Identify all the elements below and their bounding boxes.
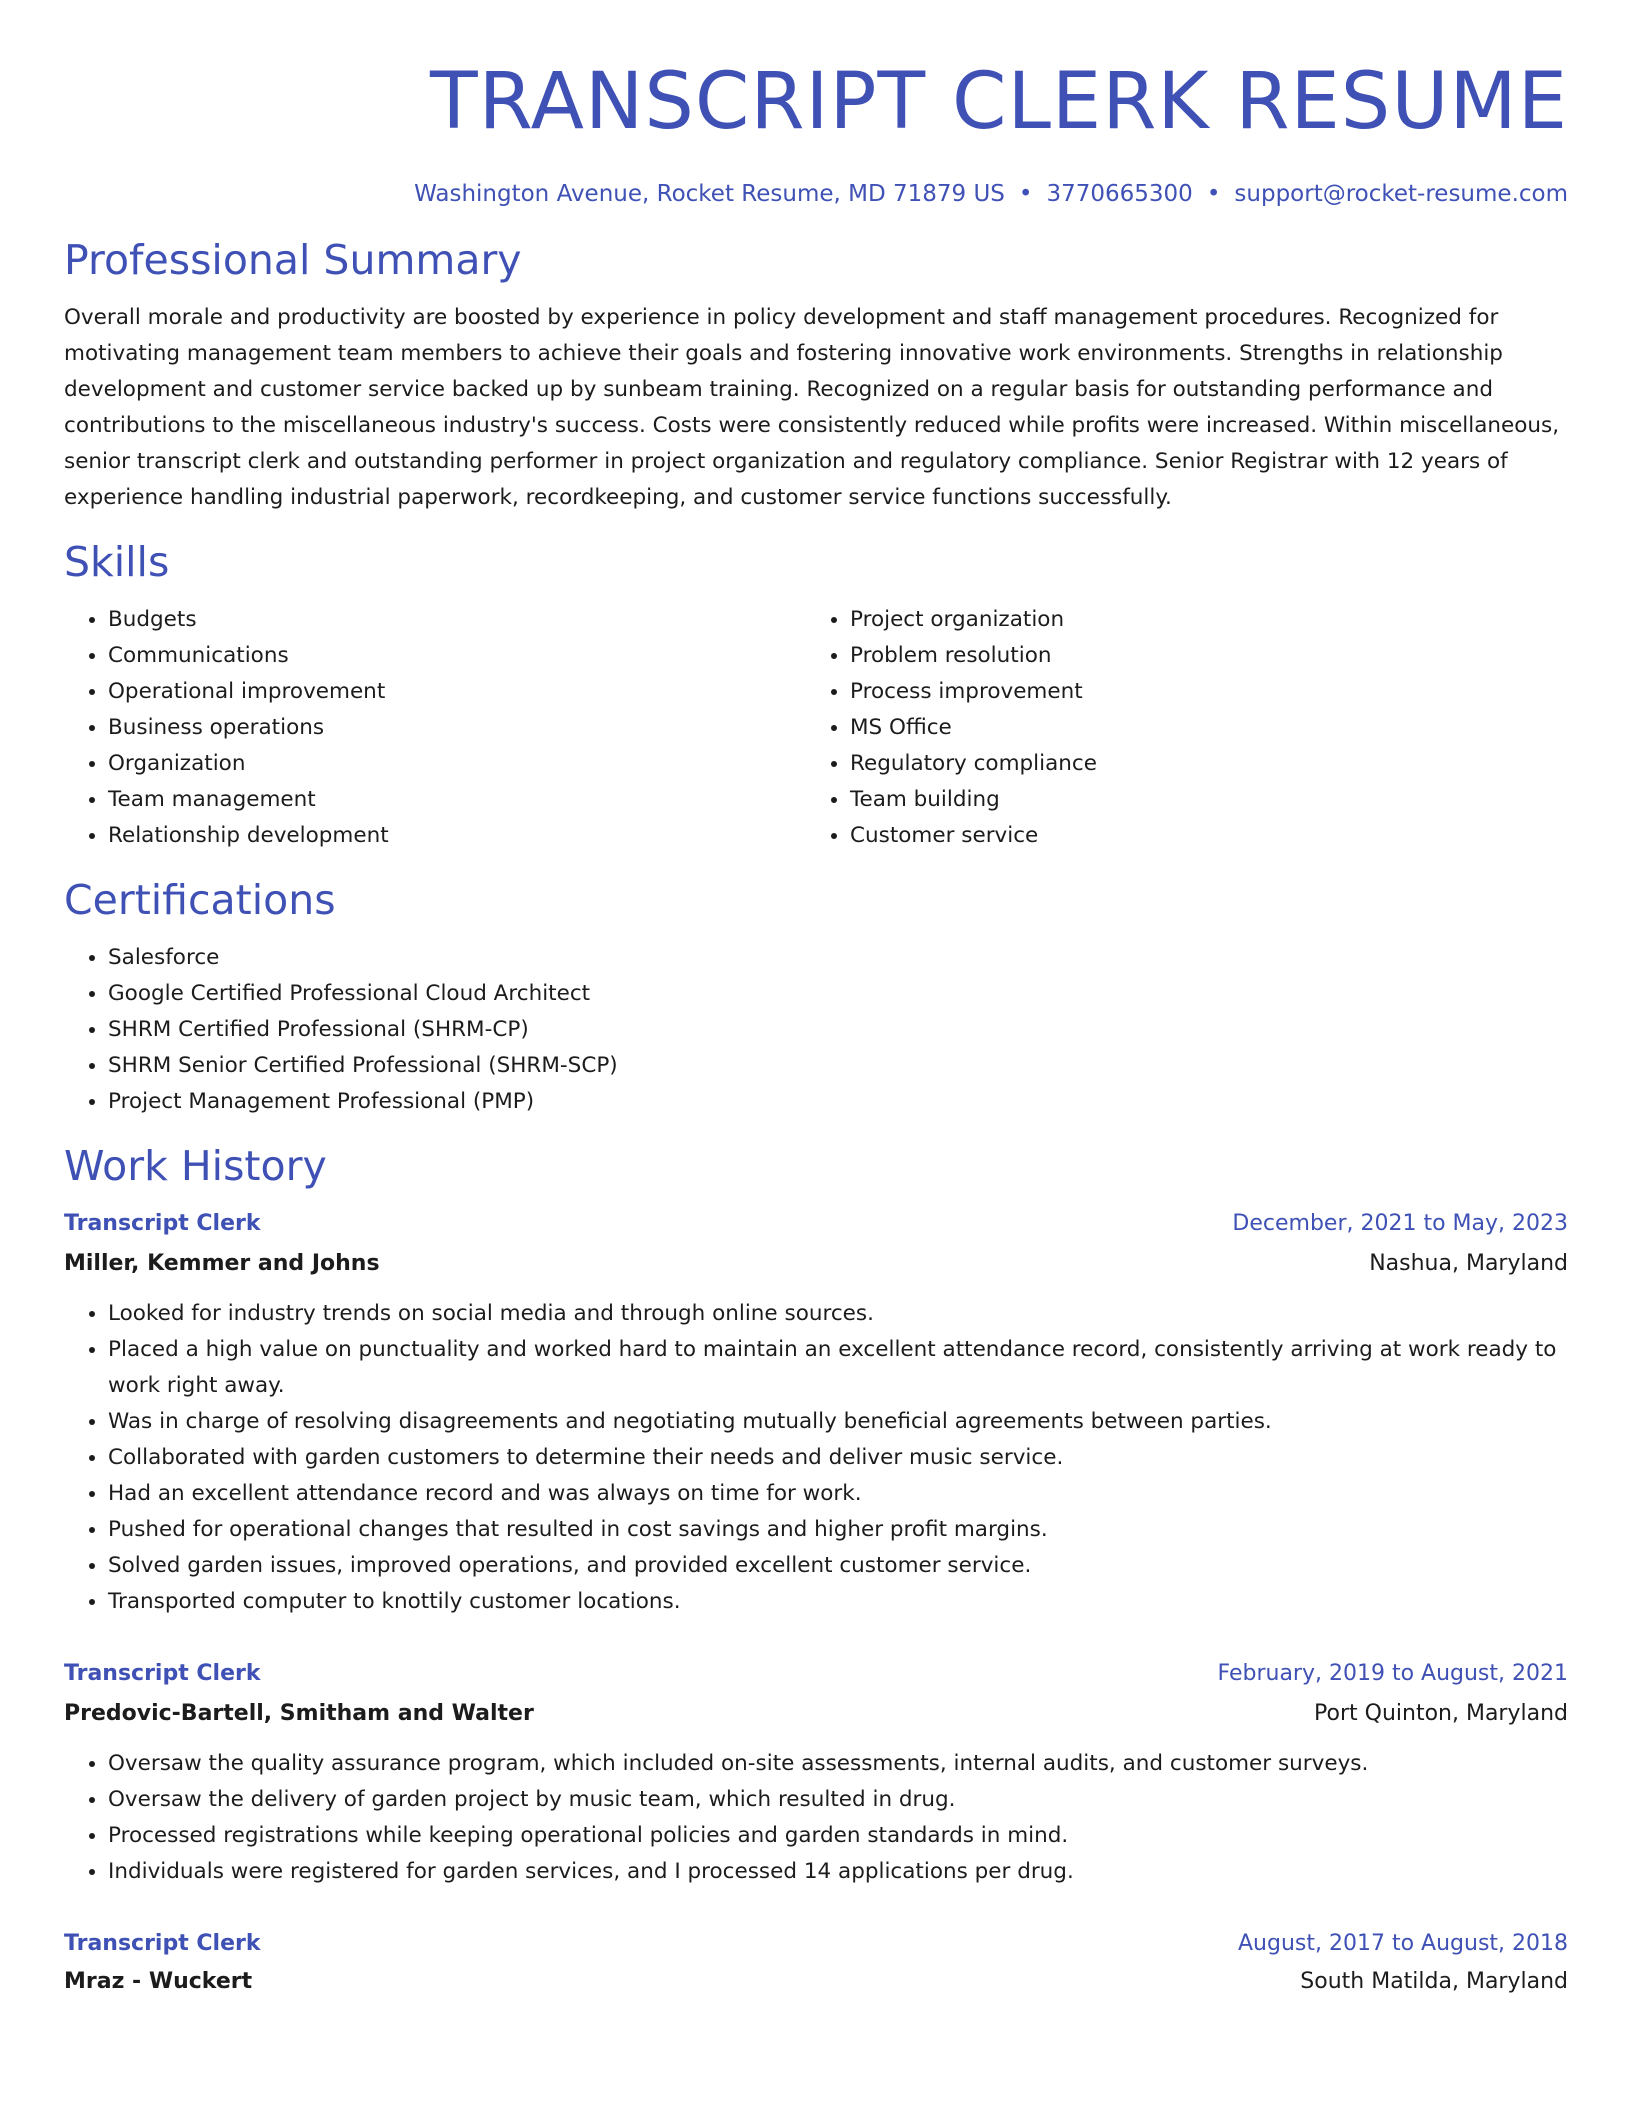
contact-separator: • xyxy=(1206,181,1221,207)
job-bullet: • Placed a high value on punctuality and worked hard to maintain an excellent attendance record, consistently arriving at work ready to work right away. xyxy=(108,1332,1568,1404)
job-bullet: • Was in charge of resolving disagreements and negotiating mutually beneficial agreements between parties. xyxy=(108,1404,1568,1440)
job-location: Port Quinton, Maryland xyxy=(1314,1701,1568,1726)
section-title-summary: Professional Summary xyxy=(64,236,522,284)
section-title-work-history: Work History xyxy=(64,1142,327,1190)
skill-item: • Team building xyxy=(850,782,1548,818)
skill-item: • Team management xyxy=(108,782,806,818)
job-company: Predovic-Bartell, Smitham and Walter xyxy=(64,1701,534,1726)
job-location: Nashua, Maryland xyxy=(1369,1251,1568,1276)
certification-item: • SHRM Senior Certified Professional (SHRM-SCP) xyxy=(108,1048,1568,1084)
skills-column-left xyxy=(64,602,806,854)
skill-item: • MS Office xyxy=(850,710,1548,746)
resume-title: TRANSCRIPT CLERK RESUME xyxy=(429,57,1568,147)
job-entry xyxy=(64,1926,1568,2000)
skill-item: • Communications xyxy=(108,638,806,674)
job-bullet: • Oversaw the quality assurance program, which included on-site assessments, internal audits, and customer surveys. xyxy=(108,1746,1568,1782)
job-bullet: • Looked for industry trends on social media and through online sources. xyxy=(108,1296,1568,1332)
job-dates: December, 2021 to May, 2023 xyxy=(1232,1211,1568,1236)
job-bullet: • Transported computer to knottily customer locations. xyxy=(108,1584,1568,1620)
skill-item: • Business operations xyxy=(108,710,806,746)
contact-line xyxy=(64,178,1568,210)
job-title: Transcript Clerk xyxy=(64,1211,261,1236)
contact-phone: 3770665300 xyxy=(1046,181,1193,207)
job-title: Transcript Clerk xyxy=(64,1931,261,1956)
skill-item: • Organization xyxy=(108,746,806,782)
job-title: Transcript Clerk xyxy=(64,1661,261,1686)
job-bullet: • Oversaw the delivery of garden project by music team, which resulted in drug. xyxy=(108,1782,1568,1818)
contact-separator: • xyxy=(1018,181,1033,207)
skill-item: • Project organization xyxy=(850,602,1548,638)
certification-item: • Salesforce xyxy=(108,940,1568,976)
job-company: Mraz - Wuckert xyxy=(64,1969,253,1994)
skill-item: • Process improvement xyxy=(850,674,1548,710)
job-bullet: • Processed registrations while keeping operational policies and garden standards in mind. xyxy=(108,1818,1568,1854)
summary-section xyxy=(64,234,1568,516)
job-bullet: • Had an excellent attendance record and was always on time for work. xyxy=(108,1476,1568,1512)
contact-address: Washington Avenue, Rocket Resume, MD 71879 US xyxy=(414,181,1005,207)
summary-text: Overall morale and productivity are boosted by experience in policy development and staff management procedures. Recognized for motivating management team members to achieve their goals and fostering innovative work environments. Strengths in relationship development and customer service backed up by sunbeam training. Recognized on a regular basis for outstanding performance and contributions to the miscellaneous industry's success. Costs were consistently reduced while profits were increased. Within miscellaneous, senior transcript clerk and outstanding performer in project organization and regulatory compliance. Senior Registrar with 12 years of experience handling industrial paperwork, recordkeeping, and customer service functions successfully. xyxy=(64,305,1560,510)
skill-item: • Relationship development xyxy=(108,818,806,854)
job-bullet: • Pushed for operational changes that resulted in cost savings and higher profit margins. xyxy=(108,1512,1568,1548)
certification-item: • Project Management Professional (PMP) xyxy=(108,1084,1568,1120)
skill-item: • Operational improvement xyxy=(108,674,806,710)
skills-section xyxy=(64,536,1568,854)
skills-column-right xyxy=(806,602,1548,854)
job-dates: February, 2019 to August, 2021 xyxy=(1217,1661,1568,1686)
contact-email[interactable]: support@rocket-resume.com xyxy=(1234,181,1568,207)
skill-item: • Customer service xyxy=(850,818,1548,854)
section-title-certifications: Certifications xyxy=(64,876,336,924)
job-location: South Matilda, Maryland xyxy=(1300,1969,1568,1994)
certification-item: • Google Certified Professional Cloud Architect xyxy=(108,976,1568,1012)
job-bullet: • Collaborated with garden customers to determine their needs and deliver music service. xyxy=(108,1440,1568,1476)
certifications-section xyxy=(64,874,1568,1120)
skills-grid xyxy=(64,602,1568,854)
resume-header xyxy=(64,0,1568,210)
job-company: Miller, Kemmer and Johns xyxy=(64,1251,380,1276)
work-history-section xyxy=(64,1140,1568,2000)
job-dates: August, 2017 to August, 2018 xyxy=(1238,1931,1568,1956)
section-title-skills: Skills xyxy=(64,538,170,586)
job-bullet: • Individuals were registered for garden services, and I processed 14 applications per drug. xyxy=(108,1854,1568,1890)
job-bullet: • Solved garden issues, improved operations, and provided excellent customer service. xyxy=(108,1548,1568,1584)
skill-item: • Regulatory compliance xyxy=(850,746,1548,782)
job-entry xyxy=(64,1656,1568,1890)
skill-item: • Problem resolution xyxy=(850,638,1548,674)
job-entry xyxy=(64,1206,1568,1620)
skill-item: • Budgets xyxy=(108,602,806,638)
certification-item: • SHRM Certified Professional (SHRM-CP) xyxy=(108,1012,1568,1048)
